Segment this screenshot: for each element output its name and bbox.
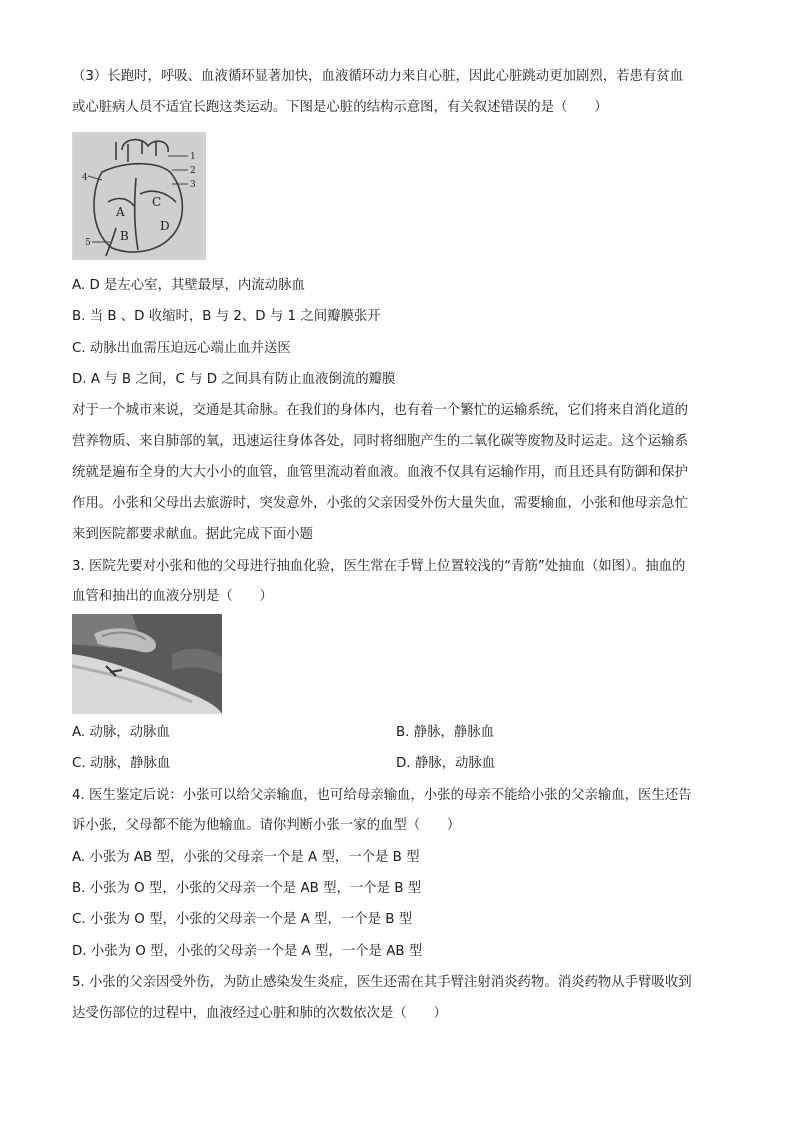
passage-line: 作用。小张和父母出去旅游时，突发意外，小张的父亲因受外伤大量失血，需要输血，小张和他母亲急忙 — [72, 496, 688, 511]
question-3-text: 3. 医院先要对小张和他的父母进行抽血化验，医生常在手臂上位置较浅的“青筋”处抽血（如图）。抽血的 — [72, 559, 686, 574]
option-a: A. 小张为 AB 型，小张的父母亲一个是 A 型，一个是 B 型 — [72, 850, 420, 865]
option-b: B. 静脉，静脉血 — [396, 725, 495, 740]
question-text: 或心脏病人员不适宜长跑这类运动。下图是心脏的结构示意图，有关叙述错误的是（ ） — [72, 100, 608, 115]
option-b: B. 当 B 、D 收缩时，B 与 2、D 与 1 之间瓣膜张开 — [72, 309, 381, 324]
question-5-text: 达受伤部位的过程中，血液经过心脏和肺的次数依次是（ ） — [72, 1006, 447, 1021]
passage-line: 统就是遍布全身的大大小小的血管，血管里流动着血液。血液不仅具有运输作用，而且还具有防御和保护 — [72, 465, 688, 480]
heart-label-b: B — [120, 229, 129, 243]
heart-label-1: 1 — [190, 152, 196, 162]
heart-label-4: 4 — [82, 173, 88, 183]
option-d: D. 小张为 O 型，小张的父母亲一个是 A 型，一个是 AB 型 — [72, 944, 423, 959]
question-3-text: 血管和抽出的血液分别是（ ） — [72, 589, 273, 604]
option-a: A. D 是左心室，其壁最厚，内流动脉血 — [72, 278, 305, 293]
heart-label-a: A — [116, 205, 125, 219]
heart-label-3: 3 — [190, 180, 196, 190]
heart-label-2: 2 — [190, 166, 196, 176]
question-5-text: 5. 小张的父亲因受外伤，为防止感染发生炎症，医生还需在其手臂注射消炎药物。消炎药物从手臂吸收到 — [72, 975, 692, 990]
passage-line: 对于一个城市来说，交通是其命脉。在我们的身体内，也有着一个繁忙的运输系统，它们将来自消化道的 — [72, 403, 688, 418]
option-b: B. 小张为 O 型，小张的父母亲一个是 AB 型，一个是 B 型 — [72, 881, 422, 896]
option-a: A. 动脉，动脉血 — [72, 725, 170, 740]
option-c: C. 动脉，静脉血 — [72, 756, 171, 771]
question-text: （3）长跑时，呼吸、血液循环显著加快，血液循环动力来自心脏，因此心脏跳动更加剧烈，若患有贫血 — [72, 69, 684, 84]
heart-diagram — [72, 132, 206, 260]
heart-label-c: C — [152, 195, 162, 209]
question-4-text: 诉小张，父母都不能为他输血。请你判断小张一家的血型（ ） — [72, 818, 461, 833]
arm-blood-draw-photo — [72, 614, 222, 714]
heart-label-d: D — [160, 219, 170, 233]
question-4-text: 4. 医生鉴定后说：小张可以给父亲输血，也可给母亲输血，小张的母亲不能给小张的父亲输血，医生还告 — [72, 788, 692, 803]
heart-label-5: 5 — [85, 238, 91, 248]
option-d: D. A 与 B 之间，C 与 D 之间具有防止血液倒流的瓣膜 — [72, 372, 396, 387]
option-c: C. 动脉出血需压迫远心端止血并送医 — [72, 341, 291, 356]
passage-line: 来到医院都要求献血。据此完成下面小题 — [72, 527, 314, 542]
option-d: D. 静脉，动脉血 — [396, 756, 496, 771]
option-c: C. 小张为 O 型，小张的父母亲一个是 A 型，一个是 B 型 — [72, 912, 413, 927]
passage-line: 营养物质、来自肺部的氧，迅速运往身体各处，同时将细胞产生的二氧化碳等废物及时运走。这个运输系 — [72, 434, 688, 449]
